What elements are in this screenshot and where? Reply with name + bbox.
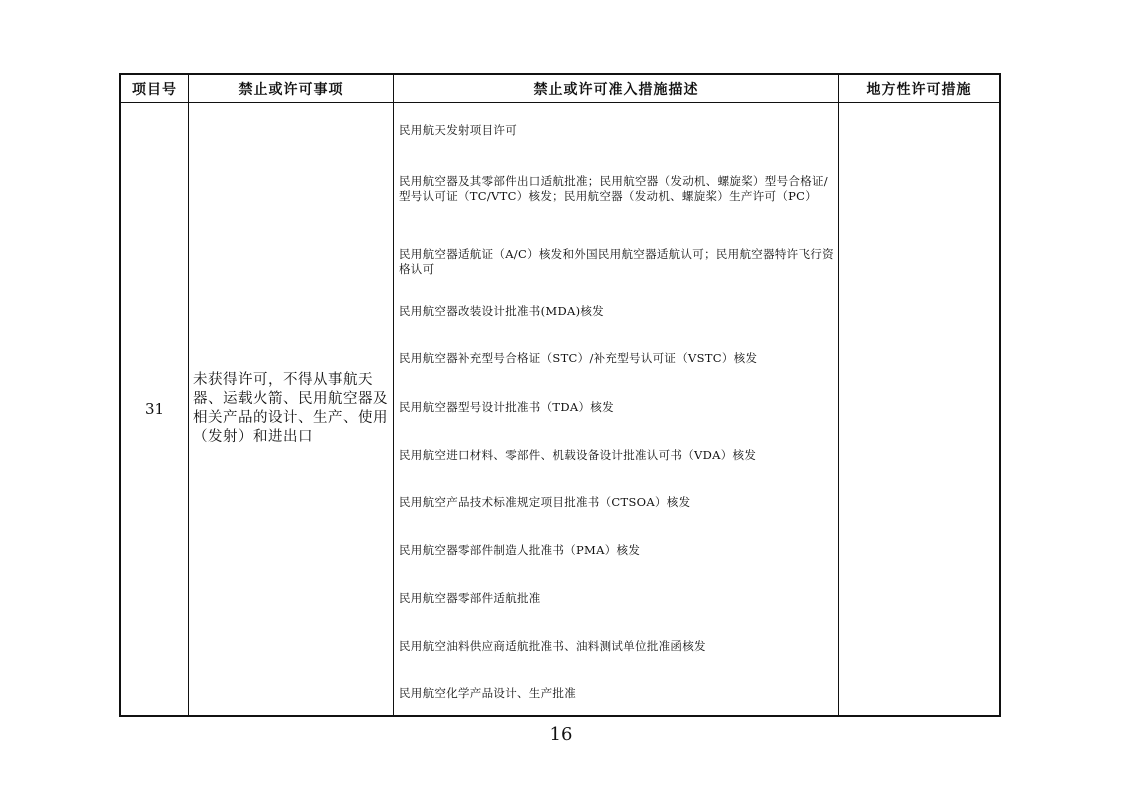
measure-item: 民用航空器零部件适航批准	[399, 591, 541, 605]
measure-item: 民用航空器及其零部件出口适航批准；民用航空器（发动机、螺旋桨）型号合格证/型号认可证（TC/VTC）核发；民用航空器（发动机、螺旋桨）生产许可（PC）	[399, 174, 828, 203]
header-local-measures: 地方性许可措施	[866, 81, 972, 98]
measure-item: 民用航空进口材料、零部件、机载设备设计批准认可书（VDA）核发	[399, 448, 757, 462]
page-number: 16	[549, 724, 573, 745]
permit-table	[119, 73, 1001, 717]
column-divider	[838, 75, 839, 715]
measure-item: 民用航空产品技术标准规定项目批准书（CTSOA）核发	[399, 495, 691, 509]
row-item-description: 未获得许可，不得从事航天器、运载火箭、民用航空器及相关产品的设计、生产、使用（发射）和进出口	[193, 372, 388, 445]
column-divider	[188, 75, 189, 715]
row-item-number: 31	[144, 400, 165, 418]
header-measures: 禁止或许可准入措施描述	[533, 81, 699, 98]
measure-item: 民用航空器补充型号合格证（STC）/补充型号认可证（VSTC）核发	[399, 351, 758, 365]
measure-item: 民用航空油料供应商适航批准书、油料测试单位批准函核发	[399, 639, 706, 653]
measure-item: 民用航空器零部件制造人批准书（PMA）核发	[399, 543, 641, 557]
header-item-no: 项目号	[132, 81, 177, 98]
measure-item: 民用航空化学产品设计、生产批准	[399, 686, 576, 700]
header-item: 禁止或许可事项	[238, 81, 344, 98]
measure-item: 民用航天发射项目许可	[399, 123, 517, 137]
measure-item: 民用航空器改装设计批准书(MDA)核发	[399, 304, 604, 318]
column-divider	[393, 75, 394, 715]
table-header-row	[121, 75, 999, 103]
measure-item: 民用航空器型号设计批准书（TDA）核发	[399, 400, 614, 414]
measure-item: 民用航空器适航证（A/C）核发和外国民用航空器适航认可；民用航空器特许飞行资格认可	[399, 247, 834, 276]
